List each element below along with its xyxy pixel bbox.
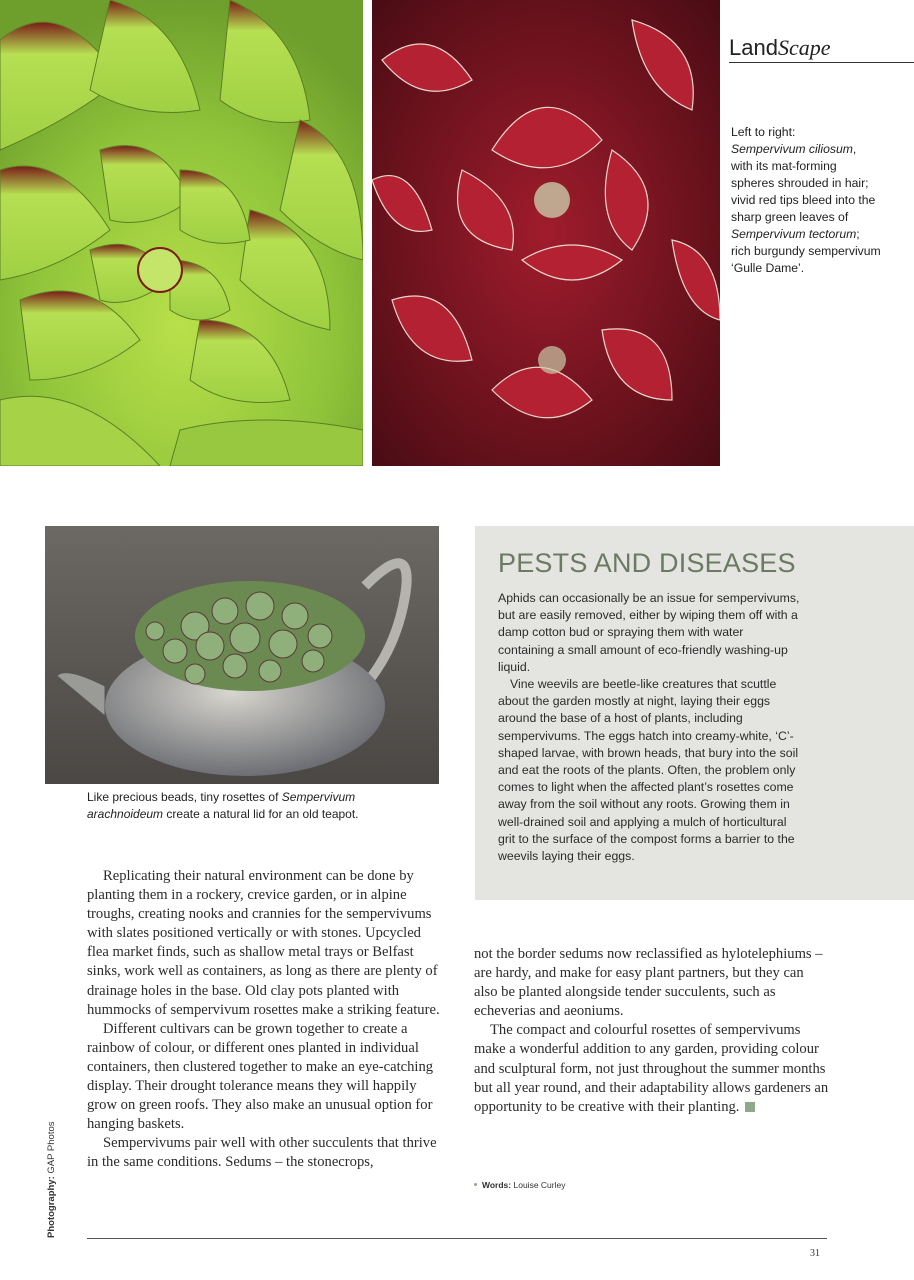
body-column-left bbox=[87, 867, 443, 1173]
caption-species-1: Sempervivum ciliosum bbox=[731, 142, 853, 156]
photography-credit bbox=[46, 1122, 57, 1239]
teapot-caption-part-2: create a natural lid for an old teapot. bbox=[163, 807, 359, 821]
masthead-prefix: Land bbox=[729, 35, 778, 60]
top-photo-caption bbox=[731, 124, 881, 277]
sidebar-paragraph: Vine weevils are beetle-like creatures that scuttle about the garden mostly at night, laying their eggs around the base of a host of plants, including sempervivums. The eggs hatch into creamy-white, ‘C’-shaped larvae, with brown heads, that bury into the soil and eat the roots of the plants. Often, the problem only comes to light when the affected plant’s rosettes come away from the soil without any roots. Growing them in well-drained soil and applying a mulch of horticultural grit to the surface of the compost forms a barrier to the weevils laying their eggs. bbox=[498, 677, 799, 864]
body-paragraph: Replicating their natural environment can be done by planting them in a rockery, crevice garden, or in alpine troughs, creating nooks and crannies for the sempervivums with slates positioned vertically or with stones. Upcycled flea market finds, such as shallow metal trays or Belfast sinks, work well as containers, as long as there are plenty of drainage holes in the base. Old clay pots planted with hummocks of sempervivum rosettes make a striking feature. bbox=[87, 868, 440, 1018]
green-sempervivum-photo bbox=[0, 0, 363, 466]
green-rosette-image bbox=[0, 0, 363, 466]
caption-species-2: Sempervivum tectorum bbox=[731, 227, 857, 241]
page-number: 31 bbox=[810, 1248, 820, 1259]
words-credit bbox=[474, 1180, 565, 1190]
words-label: Words: bbox=[482, 1180, 512, 1190]
red-rosette-image bbox=[372, 0, 720, 466]
pests-diseases-box bbox=[475, 526, 914, 900]
teapot-caption bbox=[87, 789, 427, 823]
teapot-photo bbox=[45, 526, 439, 784]
end-mark-icon bbox=[745, 1102, 755, 1112]
photo-credit-source: GAP Photos bbox=[46, 1121, 57, 1174]
body-final-text: The compact and colourful rosettes of sempervivums make a wonderful addition to any garden, providing colour and sculptural form, not just throughout the summer months but all year round, and their adaptability allows gardeners an opportunity to be creative with their planting. bbox=[474, 1022, 829, 1115]
caption-lead: Left to right: bbox=[731, 125, 796, 139]
footer-divider bbox=[87, 1238, 827, 1239]
caption-part-2: ; rich burgundy sempervivum ‘Gulle Dame’. bbox=[731, 227, 881, 275]
body-paragraph: not the border sedums now reclassified as hylotelephiums – are hardy, and make for easy plant partners, but they can also be planted alongside tender succulents, such as echeverias and aeoniums. bbox=[474, 946, 823, 1020]
masthead-suffix: Scape bbox=[777, 35, 831, 60]
teapot-image bbox=[45, 526, 439, 784]
body-paragraph: Sempervivums pair well with other succulents that thrive in the same conditions. Sedums – the stonecrops, bbox=[87, 1135, 437, 1171]
body-column-right bbox=[474, 945, 829, 1117]
caption-part-1: , with its mat-forming spheres shrouded in hair; vivid red tips bleed into the sharp green leaves of bbox=[731, 142, 876, 224]
magazine-masthead bbox=[729, 34, 914, 63]
teapot-caption-species: Sempervivum arachnoideum bbox=[87, 790, 356, 821]
body-paragraph-final bbox=[474, 1021, 829, 1116]
photo-credit-label: Photography: bbox=[46, 1176, 57, 1238]
teapot-caption-part-1: Like precious beads, tiny rosettes of bbox=[87, 790, 282, 804]
words-author: Louise Curley bbox=[513, 1180, 566, 1190]
sidebar-paragraph: Aphids can occasionally be an issue for sempervivums, but are easily removed, either by wiping them off with a damp cotton bud or spraying them with water containing a small amount of eco-friendly washing-up liquid. bbox=[498, 591, 800, 674]
red-sempervivum-photo bbox=[372, 0, 720, 466]
sidebar-heading: PESTS AND DISEASES bbox=[498, 548, 796, 578]
bullet-icon bbox=[474, 1183, 477, 1186]
body-paragraph: Different cultivars can be grown together to create a rainbow of colour, or different ones planted in individual containers, then clustered together to make an eye-catching display. Their drought tolerance means they will happily grow on green roofs. They also make an unusual option for hanging baskets. bbox=[87, 1020, 434, 1133]
